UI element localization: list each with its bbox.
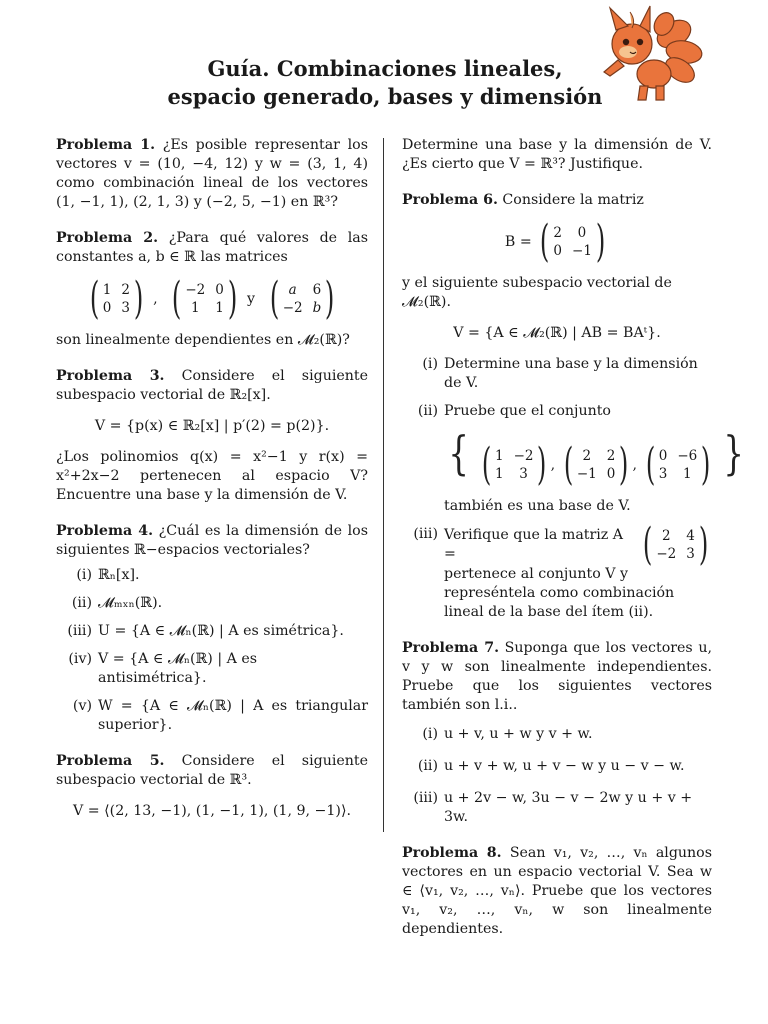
list-item: (ii) 𝓜ₘₓₙ(ℝ). [71, 595, 163, 611]
right-column [402, 136, 744, 956]
list-item: (iv) V = {A ∈ 𝓜ₙ(ℝ) | A es antisimétrica}. [68, 651, 258, 686]
problem-5 [56, 752, 368, 821]
problem-8 [402, 844, 712, 939]
problem-2-matrices [56, 273, 368, 324]
page-title [150, 55, 620, 111]
problem-8-label: Problema 8. [402, 845, 502, 861]
problem-2-outro: son linealmente dependientes en 𝓜₂(ℝ)? [56, 332, 350, 348]
problem-1 [56, 136, 368, 212]
list-item: (i) Determine una base y la dimensión de V. [422, 356, 698, 391]
problem-6 [402, 191, 744, 622]
list-item: (iii) u + 2v − w, 3u − v − 2w y u + v + 3w. [413, 790, 693, 825]
problem-6-list [402, 355, 744, 622]
problem-5-label: Problema 5. [56, 753, 165, 769]
problem-7-label: Problema 7. [402, 640, 500, 656]
problem-4 [56, 522, 368, 735]
problem-5-formula: V = ⟨(2, 13, −1), (1, −1, 1), (1, 9, −1)⟩. [72, 803, 352, 819]
matrix-B-name: B = [504, 234, 532, 250]
list-item: (iii) U = {A ∈ 𝓜ₙ(ℝ) | A es simétrica}. [67, 623, 344, 639]
problem-3-intro: Considere el siguiente subespacio vectorial de ℝ₂[x]. [56, 368, 368, 403]
problem-5-intro: Considere el siguiente subespacio vectorial de ℝ³. [56, 753, 368, 788]
problem-4-intro: ¿Cuál es la dimensión de los siguientes ℝ−espacios vectoriales? [56, 523, 368, 558]
left-column [56, 136, 368, 838]
matrix-1: ( 1 2 0 3 ) [89, 273, 144, 324]
matrix-separator: , [153, 291, 158, 307]
problem-2 [56, 229, 368, 350]
problem-6-formula: V = {A ∈ 𝓜₂(ℝ) | AB = BAᵗ}. [453, 325, 661, 341]
problem-5-outro: Determine una base y la dimensión de V. ¿Es cierto que V = ℝ³? Justifique. [402, 137, 712, 172]
problem-3 [56, 367, 368, 505]
problem-7-list [402, 725, 712, 827]
problem-6-mid: y el siguiente subespacio vectorial de 𝓜₂(ℝ). [402, 275, 672, 310]
matrix-B: B = ( 2 0 0 −1 ) [504, 216, 606, 267]
list-item: (iii) Verifique que la matriz A = ( 2 4 −2 3 ) pertenece al conjunto V y represéntela como combinación lineal de la base del ítem (ii). [413, 519, 709, 620]
problem-7 [402, 639, 712, 827]
problem-2-intro: ¿Para qué valores de las constantes a, b ∈ ℝ las matrices [56, 230, 368, 265]
problem-3-label: Problema 3. [56, 368, 165, 384]
list-item: (v) W = {A ∈ 𝓜ₙ(ℝ) | A es triangular superior}. [72, 698, 368, 733]
problem-7-intro: Suponga que los vectores u, v y w son linealmente independientes. Pruebe que los siguientes vectores también son l.i.. [402, 640, 712, 713]
problem-8-text: Sean v₁, v₂, …, vₙ algunos vectores en un espacio vectorial V. Sea w ∈ ⟨v₁, v₂, …, vₙ⟩. Pruebe que los vectores v₁, v₂, …, vₙ, w son linealmente dependientes. [402, 845, 712, 937]
matrix-3: ( a 6 −2 b ) [269, 273, 335, 324]
list-item: (i) ℝₙ[x]. [76, 567, 140, 583]
problem-1-text: ¿Es posible representar los vectores v = (10, −4, 12) y w = (3, 1, 4) como combinación lineal de los vectores (1, −1, 1), (2, 1, 3) y (−2, 5, −1) en ℝ³? [56, 137, 368, 210]
problem-5-continued [402, 136, 712, 174]
matrix-conjunction: y [246, 291, 255, 307]
column-divider [383, 138, 384, 832]
problem-6-label: Problema 6. [402, 192, 498, 208]
matrix-2: ( −2 0 1 1 ) [172, 273, 238, 324]
problem-4-list [56, 566, 368, 735]
title-line-2: espacio generado, bases y dimensión [167, 84, 603, 109]
list-item: (i) u + v, u + w y v + w. [422, 726, 593, 742]
list-item: (ii) u + v + w, u + v − w y u − v − w. [417, 758, 685, 774]
problem-3-formula: V = {p(x) ∈ ℝ₂[x] | p′(2) = p(2)}. [94, 418, 330, 434]
problem-6-intro: Considere la matriz [502, 192, 644, 208]
title-line-1: Guía. Combinaciones lineales, [207, 56, 563, 81]
basis-set: { ( 1 −2 1 3 ) , ( 2 2 −1 0 ) , ( 0 −6 3 1 ) } [448, 426, 744, 490]
problem-1-label: Problema 1. [56, 137, 156, 153]
problem-3-outro: ¿Los polinomios q(x) = x²−1 y r(x) = x²+2x−2 pertenecen al espacio V? Encuentre una base y la dimensión de V. [56, 449, 368, 503]
problem-2-label: Problema 2. [56, 230, 159, 246]
list-item: (ii) Pruebe que el conjunto { ( 1 −2 1 3 ) , ( 2 2 −1 0 ) , ( 0 −6 3 1 ) } también es una base de V. [402, 402, 712, 516]
problem-4-label: Problema 4. [56, 523, 154, 539]
